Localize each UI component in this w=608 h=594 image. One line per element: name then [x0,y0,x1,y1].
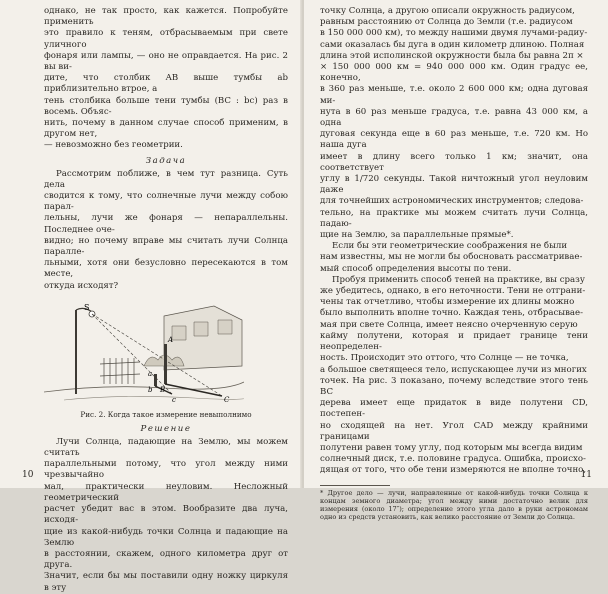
task-heading: Задача [145,155,187,166]
footnote-rule [320,485,390,486]
page-number-left: 10 [22,470,34,480]
label-b: b [148,385,153,394]
right-paragraph-2: Если бы эти геометрические соображения не были нам известны, мы не могли бы обосновать рассматривае- мый способ определения высоты по тени. [320,241,583,274]
left-paragraph-1: однако, не так просто, как кажется. Попробуйте применить это правило к теням, отбрасываемым при свете уличного фонаря или лампы, — оно не оправдается. На рис. 2 вы ви- дите, что столбик AB выше тумбы ab приблизительно втрое, а тень столбика больше тени тумбы (BC : bc) раз в восемь. Объяс- нить, почему в данном случае способ применим, в другом нет, — невозможно без геометрии. [44,6,288,151]
label-c: c [172,395,176,404]
label-S: S [84,302,90,312]
footnote: * Другое дело — лучи, направленные от какой-нибудь точки Солнца к концам земного диаметра; угол между ними достаточно велик для измерения (около 17″); определение этого угла дало в руки астрономам одно из средств установить, как велико расстояние от Земли до Солнца. [320,488,588,522]
right-paragraph-1: точку Солнца, а другою описали окружность радиусом, равным расстоянию от Солнца до Земли (т.е. радиусом в 150 000 000 км), то между нашими двумя лучами-радиу- сами оказалась бы дуга в один километр длиною. Полная длина этой исполинской окружности была бы равна 2π × × 150 000 000 км = 940 000 000 км. Один градус ее, конечно, в 360 раз меньше, т.е. около 2 600 000 км; одна дуговая ми- нута в 60 раз меньше градуса, т.е. равна 43 000 км, а одна дуговая секунда еще в 60 раз меньше, т.е. 720 км. Но наша дуга имеет в длину всего только 1 км; значит, она соответствует углу в 1/720 секунды. Такой ничтожный угол неуловим даже для точнейших астрономических инструментов; следова- тельно, на практике мы можем считать лучи Солнца, падаю- щие на Землю, за параллельные прямые*. [320,6,588,241]
left-paragraph-2: Рассмотрим поближе, в чем тут разница. Суть дела сводится к тому, что солнечные лучи между собою парал- лельны, лучи же фонаря — непараллельны. Последнее оче- видно; но почему вправе мы считать лучи Солнца паралле- льными, хотя они безусловно пересекаются в том месте, откуда исходят? [44,168,288,291]
page-number-right: 11 [580,470,592,480]
figure-caption: Рис. 2. Когда такое измерение невыполнимо [80,409,252,419]
right-paragraph-3: Пробуя применить способ теней на практике, вы сразу же убедитесь, однако, в его неточности. Тени не отграни- чены так отчетливо, чтобы измерение их длины можно было выполнить вполне точно. Каждая тень, отбрасывае- мая при свете Солнца, имеет неясно очерченную серую каймy полутени, которая и придает границе тени неопределен- ность. Происходит это оттого, что Солнце — не точка, а большое светящееся тело, испускающее лучи из многих точек. На рис. 3 показано, почему вследствие этого тень BC дерева имеет еще придаток в виде полутени CD, постепен- но сходящей на нет. Угол CAD между крайними границами полутени равен тому углу, под которым мы всегда видим солнечный диск, т.е. половине градуса. Ошибка, происхо- дящая от того, что обе тени измеряются не вполне точно, [320,274,588,476]
left-paragraph-3: Лучи Солнца, падающие на Землю, мы можем считать параллельными потому, что угол между ними чрезвычайно мал, практически неуловим. Несложный геометрический расчет убедит вас в этом. Вообразите два луча, исходя- щие из какой-нибудь точки Солнца и падающие на Землю в расстоянии, скажем, одного километра друг от друга. Значит, если бы мы поставили одну ножку циркуля в эту [44,436,288,593]
label-A: A [168,335,174,344]
right-page [304,0,608,522]
solution-heading: Решение [140,423,192,434]
street-lamp-shadow-drawing [44,296,244,408]
figure-2-illustration [44,296,288,408]
label-a: a [148,369,153,378]
label-B: B [160,385,166,394]
label-C: C [224,395,230,404]
left-page [0,0,302,593]
